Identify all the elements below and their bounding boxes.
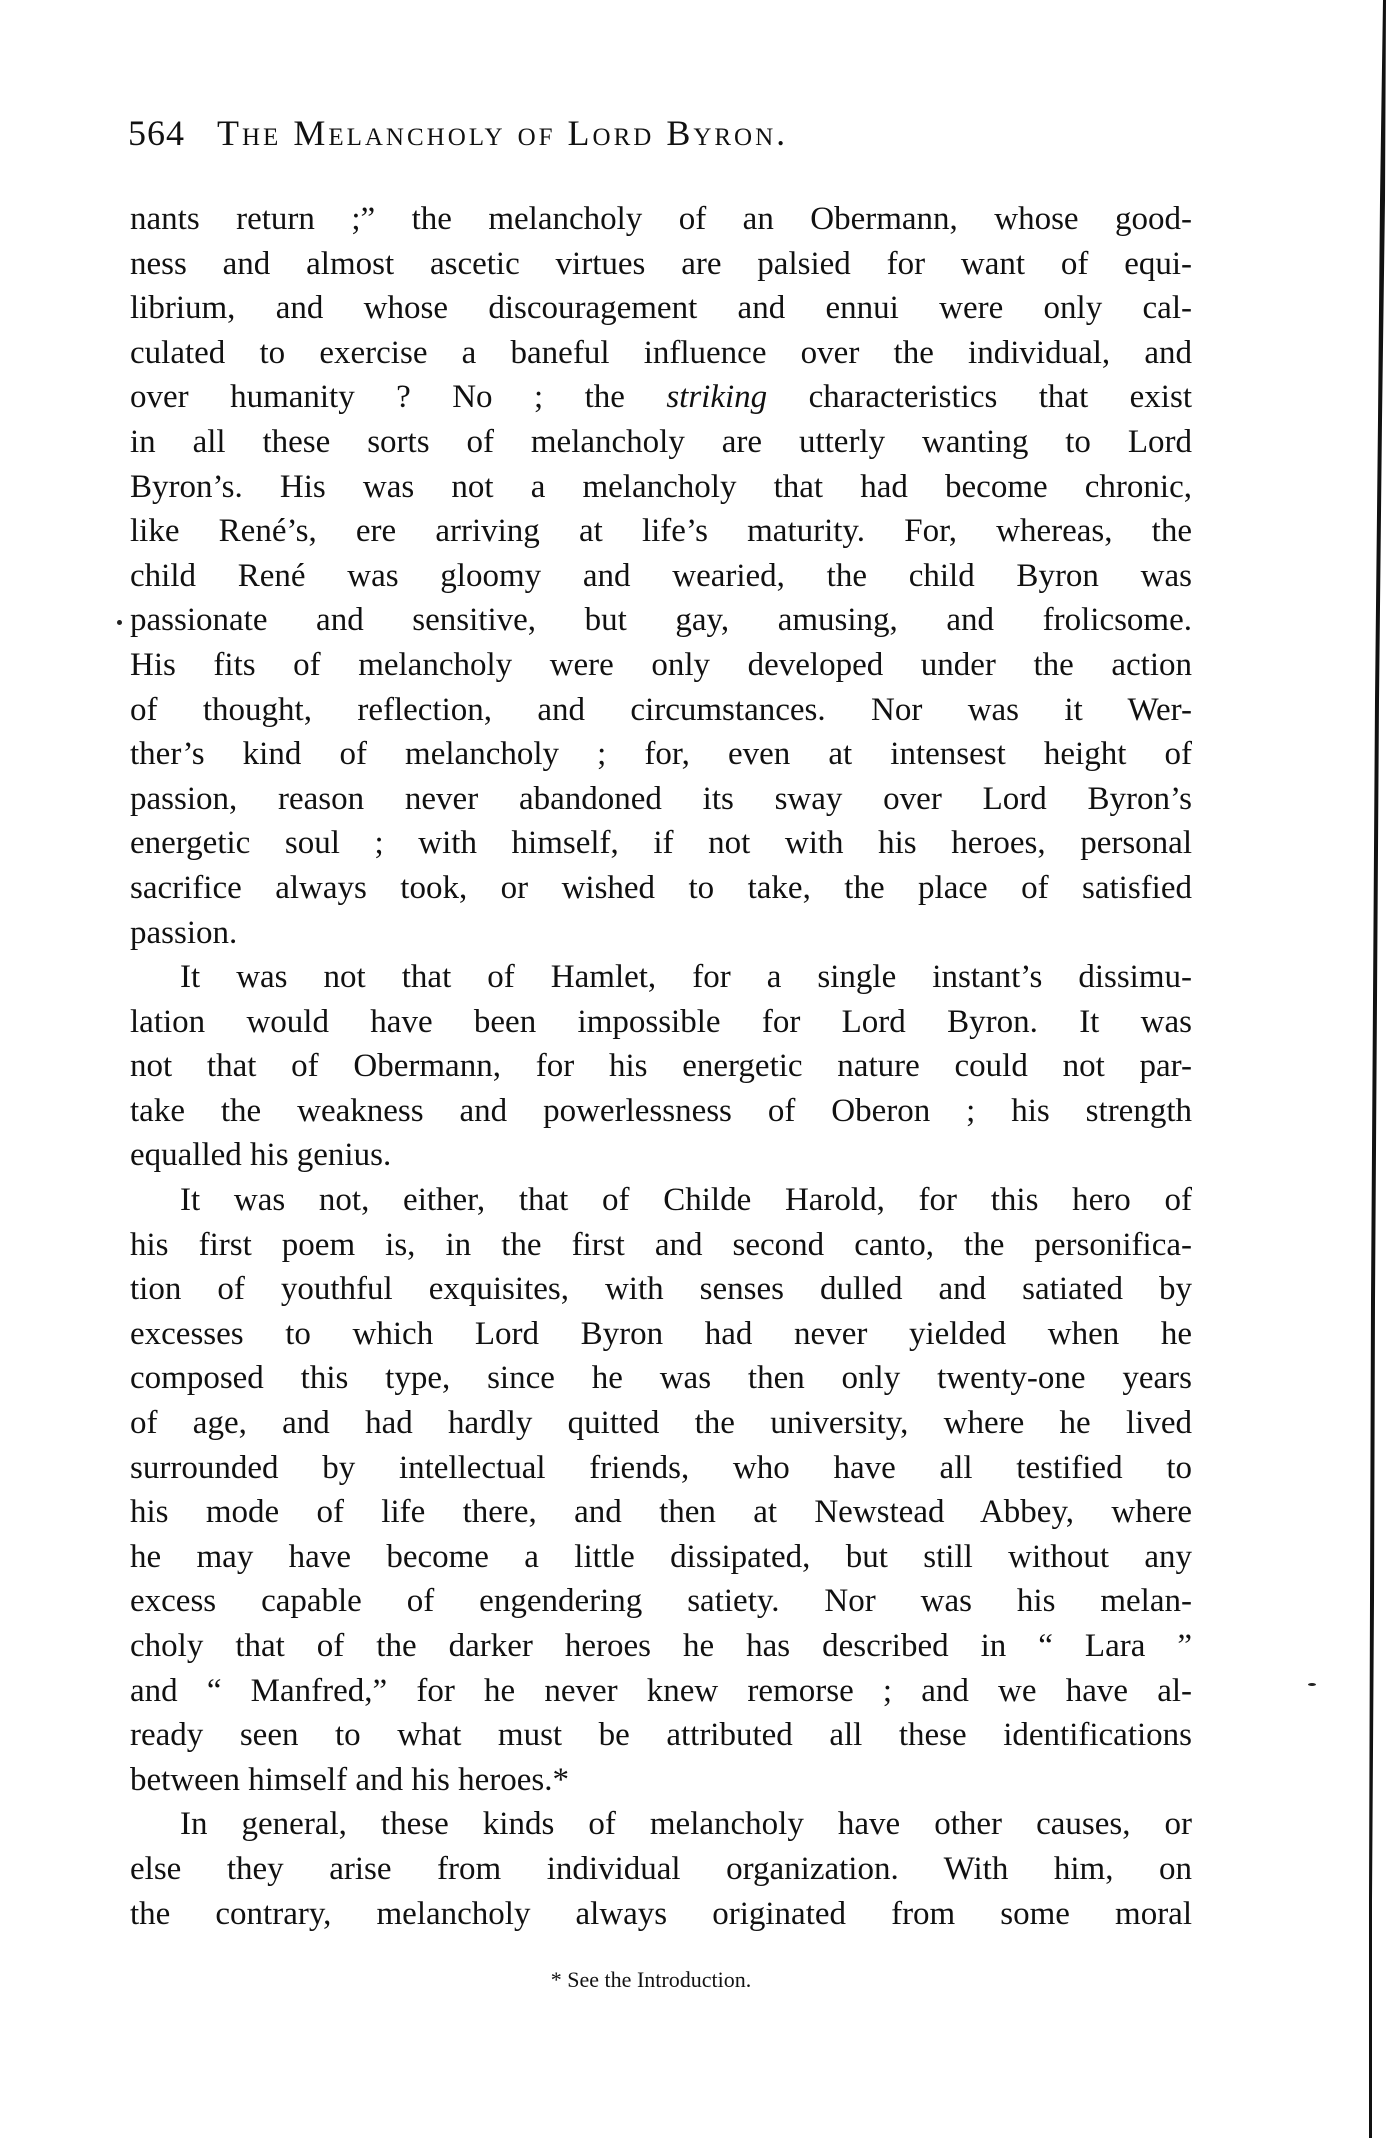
text-line: His fits of melancholy were only developed under the action (130, 646, 1192, 683)
text-line: his mode of life there, and then at Newstead Abbey, where (130, 1494, 1192, 1531)
text-line: take the weakness and powerlessness of Oberon ; his strength (130, 1092, 1192, 1129)
text-line: the contrary, melancholy always originated from some moral (130, 1895, 1192, 1932)
page-number: 564 (128, 113, 185, 153)
footnote (0, 1967, 1392, 1993)
text-line: ready seen to what must be attributed all these identifications (130, 1717, 1192, 1754)
text-line: sacrifice always took, or wished to take, the place of satisfied (130, 869, 1192, 906)
text-line: his first poem is, in the first and second canto, the personifica- (130, 1226, 1192, 1263)
text-line: like René’s, ere arriving at life’s maturity. For, whereas, the (130, 513, 1192, 550)
text-line: culated to exercise a baneful influence over the individual, and (130, 334, 1192, 371)
text-line: librium, and whose discouragement and ennui were only cal- (130, 290, 1192, 327)
text-line: It was not, either, that of Childe Harold, for this hero of (180, 1182, 1192, 1219)
running-head (128, 112, 1128, 154)
text-line: composed this type, since he was then only twenty-one years (130, 1360, 1192, 1397)
text-line: lation would have been impossible for Lord Byron. It was (130, 1003, 1192, 1040)
text-line: Byron’s. His was not a melancholy that had become chronic, (130, 468, 1192, 505)
text-line: It was not that of Hamlet, for a single instant’s dissimu- (180, 959, 1192, 996)
footnote-text: * See the Introduction. (550, 1967, 752, 1992)
text-line: of age, and had hardly quitted the university, where he lived (130, 1405, 1192, 1442)
text-line: he may have become a little dissipated, but still without any (130, 1538, 1192, 1575)
text-line: excess capable of engendering satiety. Nor was his melan- (130, 1583, 1192, 1620)
emphasis: striking (666, 379, 768, 416)
text-line: over humanity ? No ; the striking characteristics that exist (130, 379, 1192, 416)
text-line: and “ Manfred,” for he never knew remorse ; and we have al- (130, 1672, 1192, 1709)
text-line: passionate and sensitive, but gay, amusing, and frolicsome. (130, 602, 1192, 639)
text-line: ther’s kind of melancholy ; for, even at intensest height of (130, 736, 1192, 773)
text-line: passion. (130, 914, 238, 951)
body-text (130, 197, 1192, 1936)
text-line: in all these sorts of melancholy are utterly wanting to Lord (130, 423, 1192, 460)
page-edge-shadow (1350, 0, 1390, 2138)
text-line: of thought, reflection, and circumstances. Nor was it Wer- (130, 691, 1192, 728)
text-line: tion of youthful exquisites, with senses dulled and satiated by (130, 1271, 1192, 1308)
text-line: choly that of the darker heroes he has described in “ Lara ” (130, 1628, 1192, 1664)
text-line: energetic soul ; with himself, if not with his heroes, personal (130, 825, 1192, 862)
text-line: excesses to which Lord Byron had never yielded when he (130, 1315, 1192, 1352)
text-line: nants return ;” the melancholy of an Obermann, whose good- (130, 201, 1192, 237)
text-line: not that of Obermann, for his energetic nature could not par- (130, 1048, 1192, 1085)
margin-speck (1308, 1683, 1316, 1686)
text-line: else they arise from individual organization. With him, on (130, 1850, 1192, 1887)
text-line: child René was gloomy and wearied, the child Byron was (130, 557, 1192, 594)
margin-speck (117, 620, 122, 625)
text-line: between himself and his heroes.* (130, 1761, 569, 1798)
text-line: ness and almost ascetic virtues are palsied for want of equi- (130, 245, 1192, 282)
text-line: surrounded by intellectual friends, who have all testified to (130, 1449, 1192, 1486)
text-line: passion, reason never abandoned its sway over Lord Byron’s (130, 780, 1192, 817)
text-line: In general, these kinds of melancholy have other causes, or (180, 1806, 1192, 1843)
text-line: equalled his genius. (130, 1137, 392, 1174)
running-title: The Melancholy of Lord Byron. (217, 113, 789, 153)
